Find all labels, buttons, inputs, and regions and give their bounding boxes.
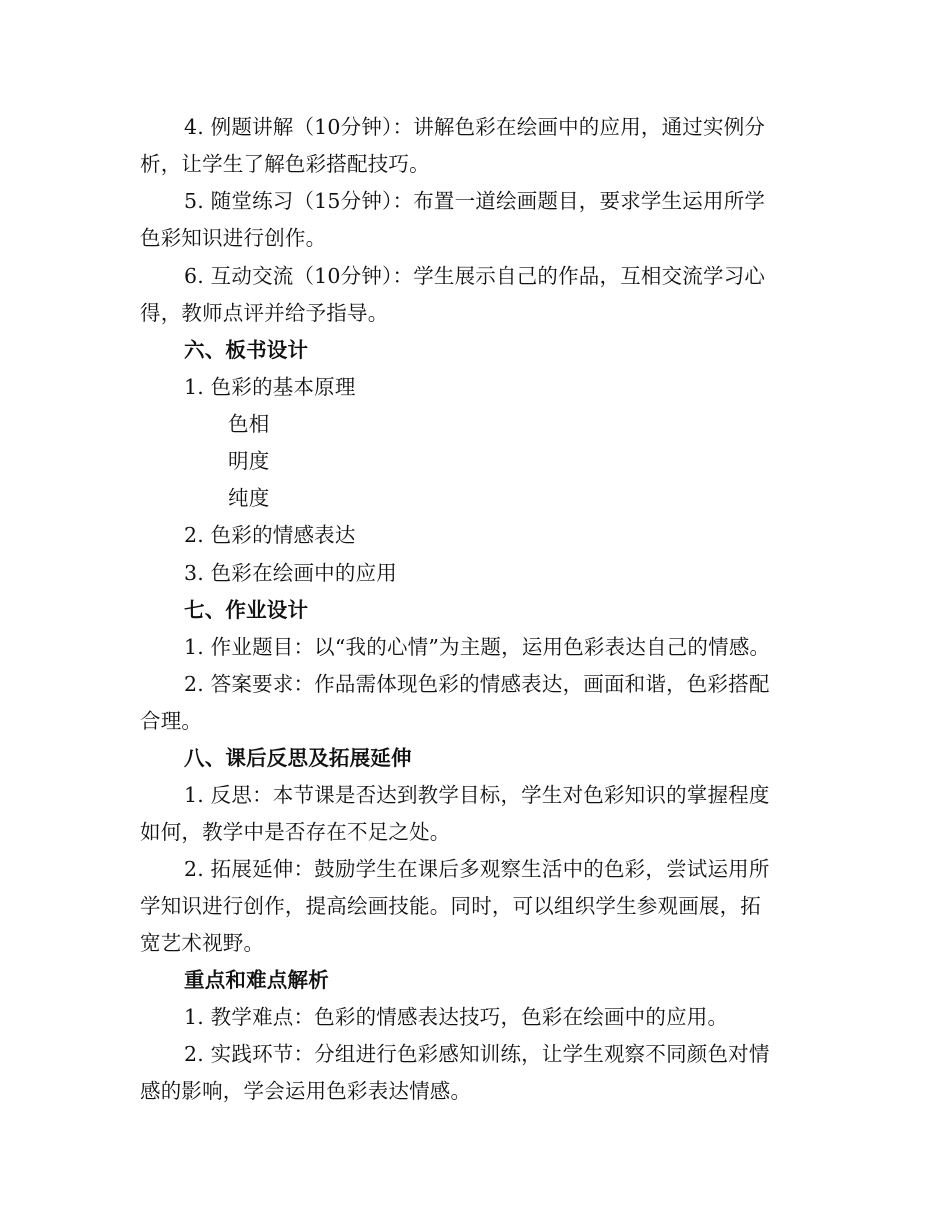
key-point-item-2: 2. 实践环节：分组进行色彩感知训练，让学生观察不同颜色对情 (184, 1042, 770, 1066)
reflection-item-1: 1. 反思：本节课是否达到教学目标，学生对色彩知识的掌握程度 (184, 783, 770, 807)
reflection-item-2-cont-2: 宽艺术视野。 (140, 931, 265, 955)
board-item-2: 2. 色彩的情感表达 (184, 523, 356, 547)
paragraph-step-6: 6. 互动交流（10分钟）：学生展示自己的作品，互相交流学习心 (184, 264, 766, 288)
homework-item-1: 1. 作业题目：以“我的心情”为主题，运用色彩表达自己的情感。 (184, 635, 771, 659)
reflection-item-2: 2. 拓展延伸：鼓励学生在课后多观察生活中的色彩，尝试运用所 (184, 857, 770, 881)
paragraph-step-6-cont: 得，教师点评并给予指导。 (140, 301, 389, 325)
section-heading-8: 八、课后反思及拓展延伸 (184, 746, 412, 770)
section-heading-6: 六、板书设计 (184, 338, 309, 362)
reflection-item-1-cont: 如何，教学中是否存在不足之处。 (140, 820, 451, 844)
homework-item-2: 2. 答案要求：作品需体现色彩的情感表达，画面和谐，色彩搭配 (184, 672, 770, 696)
key-point-item-2-cont: 感的影响，学会运用色彩表达情感。 (140, 1079, 472, 1103)
board-subitem-hue: 色相 (228, 412, 270, 436)
paragraph-step-4-cont: 析，让学生了解色彩搭配技巧。 (140, 152, 430, 176)
board-subitem-value: 明度 (228, 449, 270, 473)
paragraph-step-4: 4. 例题讲解（10分钟）：讲解色彩在绘画中的应用，通过实例分 (184, 115, 766, 139)
section-heading-key-points: 重点和难点解析 (184, 968, 329, 992)
board-item-3: 3. 色彩在绘画中的应用 (184, 561, 397, 585)
section-heading-7: 七、作业设计 (184, 598, 309, 622)
paragraph-step-5-cont: 色彩知识进行创作。 (140, 226, 327, 250)
key-point-item-1: 1. 教学难点：色彩的情感表达技巧，色彩在绘画中的应用。 (184, 1005, 729, 1029)
board-subitem-chroma: 纯度 (228, 486, 270, 510)
board-item-1: 1. 色彩的基本原理 (184, 375, 356, 399)
paragraph-step-5: 5. 随堂练习（15分钟）：布置一道绘画题目，要求学生运用所学 (184, 189, 766, 213)
reflection-item-2-cont: 学知识进行创作，提高绘画技能。同时，可以组织学生参观画展，拓 (140, 894, 761, 918)
homework-item-2-cont: 合理。 (140, 709, 203, 733)
